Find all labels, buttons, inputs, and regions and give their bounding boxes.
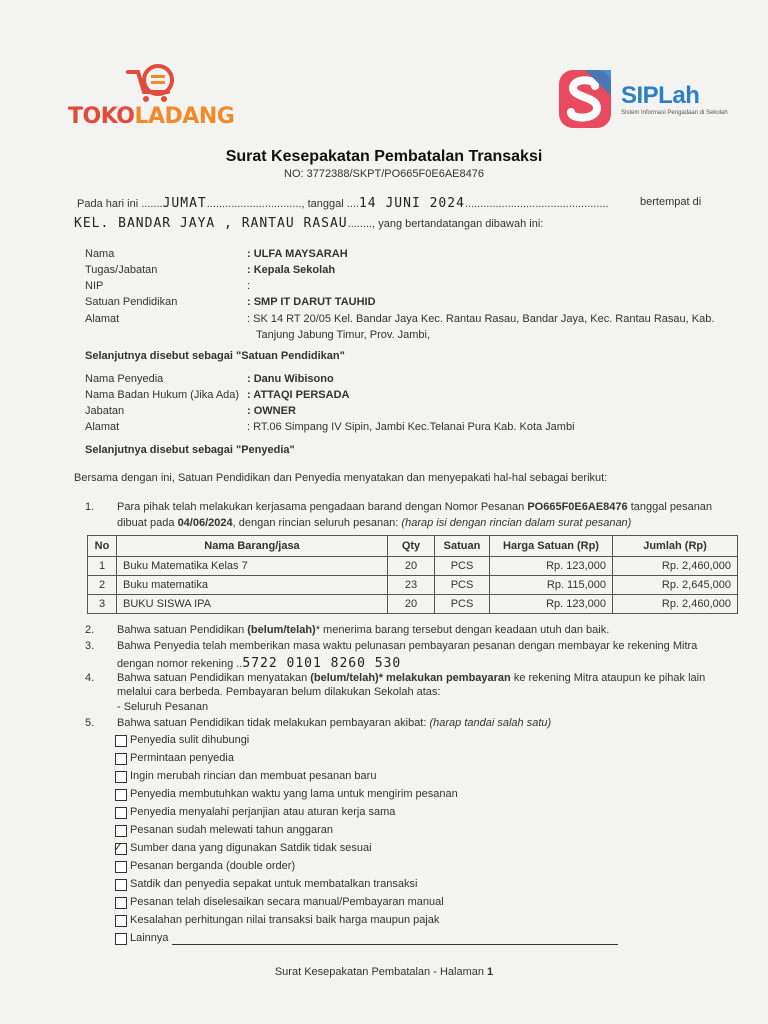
cell-satuan: PCS	[435, 595, 490, 614]
point-1-num: 1.	[85, 501, 95, 513]
cart-icon	[124, 62, 184, 104]
reason-checkbox[interactable]	[115, 789, 127, 801]
value-tugas: : Kepala Sekolah	[247, 264, 336, 276]
reason-checkbox[interactable]	[115, 807, 127, 819]
siplah-logo	[555, 64, 735, 136]
document-number: NO: 3772388/SKPT/PO665F0E6AE8476	[284, 168, 484, 180]
header-jumlah: Jumlah (Rp)	[613, 536, 738, 557]
point-5-num: 5.	[85, 717, 95, 729]
point-2-text: Bahwa satuan Pendidikan (belum/telah)* menerima barang tersebut dengan keadaan utuh dan baik.	[117, 624, 610, 636]
header-nama: Nama Barang/jasa	[117, 536, 388, 557]
cell-qty: 23	[388, 576, 435, 595]
reason-label: Penyedia sulit dihubungi	[130, 734, 250, 746]
tokoladang-logo	[68, 62, 258, 140]
document-title: Surat Kesepakatan Pembatalan Transaksi	[225, 148, 543, 165]
value-penyedia: : Danu Wibisono	[247, 373, 334, 385]
cell-nama: Buku Matematika Kelas 7	[117, 557, 388, 576]
cell-no: 2	[88, 576, 117, 595]
point-2-num: 2.	[85, 624, 95, 636]
reason-checkbox[interactable]	[115, 771, 127, 783]
reason-label: Satdik dan penyedia sepakat untuk membatalkan transaksi	[130, 878, 418, 890]
value-alamat-2: : RT.06 Simpang IV Sipin, Jambi Kec.Telanai Pura Kab. Kota Jambi	[247, 421, 575, 433]
point-3-line-2: dengan nomor rekening ..5722 0101 8260 530	[117, 656, 402, 671]
value-satuan: : SMP IT DARUT TAUHID	[247, 296, 376, 308]
penyedia-note: Selanjutnya disebut sebagai "Penyedia"	[85, 444, 295, 456]
cell-jumlah: Rp. 2,645,000	[613, 576, 738, 595]
point-4-num: 4.	[85, 672, 95, 684]
handwritten-date: 14 JUNI 2024	[358, 196, 465, 211]
intro-line-2: KEL. BANDAR JAYA , RANTAU RASAU........, yang bertandatangan dibawah ini:	[74, 216, 544, 231]
cell-jumlah: Rp. 2,460,000	[613, 595, 738, 614]
cell-satuan: PCS	[435, 557, 490, 576]
cell-jumlah: Rp. 2,460,000	[613, 557, 738, 576]
satuan-pendidikan-note: Selanjutnya disebut sebagai "Satuan Pendidikan"	[85, 350, 345, 362]
reason-label: Pesanan telah diselesaikan secara manual/Pembayaran manual	[130, 896, 444, 908]
reason-checkbox[interactable]	[115, 879, 127, 891]
intro-line-1: Pada hari ini .......JUMAT..............................., tanggal ....14 JUNI 2024...............................................	[77, 196, 609, 211]
value-badan: : ATTAQI PERSADA	[247, 389, 350, 401]
header-harga: Harga Satuan (Rp)	[490, 536, 613, 557]
label-badan: Nama Badan Hukum (Jika Ada)	[85, 389, 240, 401]
reason-checkbox[interactable]	[115, 915, 127, 927]
reason-checkbox[interactable]	[115, 825, 127, 837]
point-1-line-1: Para pihak telah melakukan kerjasama pengadaan barand dengan Nomor Pesanan PO665F0E6AE8476 tanggal pesanan	[117, 501, 713, 513]
label-tugas: Tugas/Jabatan	[85, 264, 158, 276]
reason-checkbox[interactable]	[115, 735, 127, 747]
value-nip: :	[247, 280, 251, 292]
reason-label: Kesalahan perhitungan nilai transaksi baik harga maupun pajak	[130, 914, 440, 926]
cell-nama: BUKU SISWA IPA	[117, 595, 388, 614]
cell-no: 3	[88, 595, 117, 614]
value-alamat-1b: Tanjung Jabung Timur, Prov. Jambi,	[256, 329, 431, 341]
reason-label: Lainnya	[130, 932, 169, 944]
cell-nama: Buku matematika	[117, 576, 388, 595]
intro-bertempat: bertempat di	[640, 196, 702, 208]
label-penyedia: Nama Penyedia	[85, 373, 164, 385]
order-table	[87, 535, 738, 614]
point-5-text: Bahwa satuan Pendidikan tidak melakukan pembayaran akibat: (harap tandai salah satu)	[117, 717, 552, 729]
point-1-line-2: dibuat pada 04/06/2024, dengan rincian seluruh pesanan: (harap isi dengan rincian dalam surat pesanan)	[117, 517, 632, 529]
handwritten-rekening: 5722 0101 8260 530	[242, 656, 402, 671]
cell-harga: Rp. 123,000	[490, 557, 613, 576]
point-3-line-1: Bahwa Penyedia telah memberikan masa waktu pelunasan pembayaran pesanan dengan membayar ke rekening Mitra	[117, 640, 698, 652]
reason-label: Permintaan penyedia	[130, 752, 234, 764]
table-row	[88, 557, 738, 576]
cell-no: 1	[88, 557, 117, 576]
table-row	[88, 576, 738, 595]
label-jabatan: Jabatan	[85, 405, 125, 417]
handwritten-place: KEL. BANDAR JAYA , RANTAU RASAU	[74, 216, 348, 231]
reason-label: Sumber dana yang digunakan Satdik tidak sesuai	[130, 842, 372, 854]
reason-label: Penyedia menyalahi perjanjian atau aturan kerja sama	[130, 806, 396, 818]
siplah-wordmark: SIPLah	[621, 82, 700, 109]
page-footer: Surat Kesepakatan Pembatalan - Halaman 1	[274, 966, 494, 978]
label-alamat-1: Alamat	[85, 313, 120, 325]
reason-label: Pesanan berganda (double order)	[130, 860, 296, 872]
handwritten-day: JUMAT	[162, 196, 207, 211]
lainnya-line	[172, 944, 618, 945]
reason-label: Penyedia membutuhkan waktu yang lama untuk mengirim pesanan	[130, 788, 458, 800]
cell-harga: Rp. 123,000	[490, 595, 613, 614]
header-qty: Qty	[388, 536, 435, 557]
cell-qty: 20	[388, 557, 435, 576]
label-nip: NIP	[85, 280, 104, 292]
value-nama: : ULFA MAYSARAH	[247, 248, 348, 260]
agreement-intro: Bersama dengan ini, Satuan Pendidikan dan Penyedia menyatakan dan menyepakati hal-hal sebagai berikut:	[74, 472, 608, 484]
value-alamat-1a: : SK 14 RT 20/05 Kel. Bandar Jaya Kec. Rantau Rasau, Bandar Jaya, Kec. Rantau Rasau, Kab.	[247, 313, 715, 325]
siplah-s-icon	[555, 66, 615, 132]
reason-checkbox[interactable]	[115, 933, 127, 945]
reason-checkbox[interactable]	[115, 861, 127, 873]
point-4-line-2: melalui cara berbeda. Pembayaran belum dilakukan Sekolah atas:	[117, 686, 441, 698]
header-no: No	[88, 536, 117, 557]
header-satuan: Satuan	[435, 536, 490, 557]
label-satuan: Satuan Pendidikan	[85, 296, 178, 308]
check-mark-icon: ✓	[113, 840, 124, 854]
label-alamat-2: Alamat	[85, 421, 120, 433]
siplah-subtitle: Sistem Informasi Pengadaan di Sekolah	[621, 110, 728, 116]
tokoladang-wordmark: TOKOLADANG	[68, 104, 235, 129]
cell-satuan: PCS	[435, 576, 490, 595]
cell-harga: Rp. 115,000	[490, 576, 613, 595]
reason-label: Pesanan sudah melewati tahun anggaran	[130, 824, 334, 836]
reason-checkbox[interactable]	[115, 753, 127, 765]
reason-checkbox[interactable]	[115, 897, 127, 909]
cell-qty: 20	[388, 595, 435, 614]
value-jabatan: : OWNER	[247, 405, 296, 417]
label-nama: Nama	[85, 248, 115, 260]
point-3-num: 3.	[85, 640, 95, 652]
table-header-row	[88, 536, 738, 557]
point-4-line-1: Bahwa satuan Pendidikan menyatakan (belum/telah)* melakukan pembayaran ke rekening Mitra ataupun ke pihak lain	[117, 672, 706, 684]
reason-label: Ingin merubah rincian dan membuat pesanan baru	[130, 770, 377, 782]
point-4-line-3: - Seluruh Pesanan	[117, 701, 209, 713]
table-row	[88, 595, 738, 614]
